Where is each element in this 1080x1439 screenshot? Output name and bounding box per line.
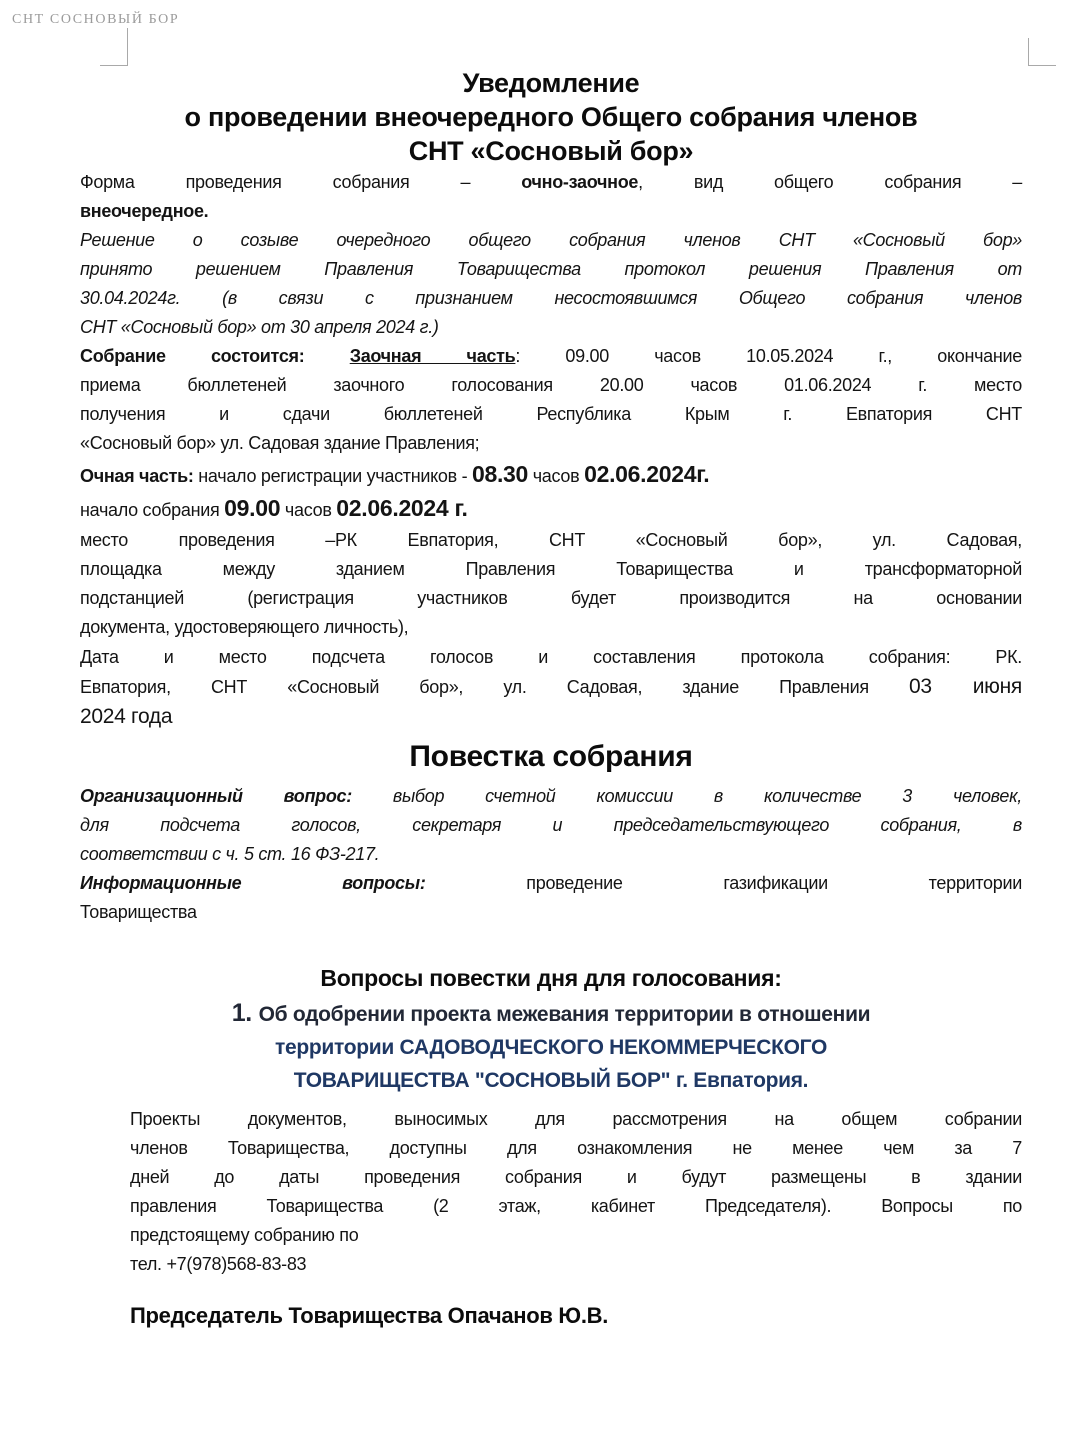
- text-line: [130, 1221, 1022, 1250]
- text-run: правления Товарищества (2 этаж, кабинет Председателя). Вопросы по: [130, 1196, 1022, 1216]
- text-run: площадка между зданием Правления Товарищества и трансформаторной: [80, 559, 1022, 579]
- paragraph-vote-count-date: [80, 642, 1022, 732]
- text-line: [80, 284, 1022, 313]
- text-run: начало регистрации участников -: [193, 466, 472, 486]
- chairman-signature: Председатель Товарищества Опачанов Ю.В.: [130, 1303, 609, 1328]
- document-content: [80, 66, 1022, 1331]
- text-line: [80, 555, 1022, 584]
- text-line: [80, 400, 1022, 429]
- text-run: Товарищества: [80, 902, 197, 922]
- text-run: принято решением Правления Товарищества протокол решения Правления от: [80, 259, 1022, 279]
- text-run: Организационный вопрос:: [80, 786, 352, 806]
- text-line: [80, 898, 1022, 927]
- text-run: получения и сдачи бюллетеней Республика Крым г. Евпатория СНТ: [80, 404, 1022, 424]
- text-run: , вид общего собрания –: [638, 172, 1022, 192]
- text-run: соответствии с ч. 5 ст. 16 ФЗ-217.: [80, 844, 380, 864]
- text-run: выбор счетной комиссии в количестве 3 человек,: [351, 786, 1022, 806]
- title-line-1: Уведомление: [462, 68, 640, 98]
- text-line: [80, 811, 1022, 840]
- title-line-2: о проведении внеочередного Общего собрания членов: [184, 102, 918, 132]
- text-line: [80, 342, 1022, 371]
- text-line: [80, 840, 1022, 869]
- text-run: 30.04.2024г. (в связи с признанием несостоявшимся Общего собрания членов: [80, 288, 1022, 308]
- paragraph-venue: [80, 526, 1022, 642]
- paragraph-meeting-form: [80, 168, 1022, 226]
- text-line: [80, 168, 1022, 197]
- text-line: [80, 458, 1022, 492]
- agenda-heading: Повестка собрания: [409, 740, 693, 773]
- text-run: Евпатория, СНТ «Сосновый бор», ул. Садовая, здание Правления: [80, 677, 909, 697]
- text-run: для подсчета голосов, секретаря и председательствующего собрания, в: [80, 815, 1022, 835]
- text-line: [80, 869, 1022, 898]
- text-line: [80, 371, 1022, 400]
- text-run: Заочная часть: [349, 346, 516, 366]
- paragraph-absentee-part: [80, 342, 1022, 458]
- text-run: очно-заочное: [521, 172, 639, 192]
- text-line: [80, 782, 1022, 811]
- text-run: документа, удостоверяющего личность),: [80, 617, 409, 637]
- text-run: Дата и место подсчета голосов и составления протокола собрания: РК.: [80, 647, 1022, 667]
- text-run: Информационные вопросы:: [80, 873, 426, 893]
- text-run: приема бюллетеней заочного голосования 20.00 часов 01.06.2024 г. место: [80, 375, 1022, 395]
- text-run: внеочередное.: [80, 201, 209, 221]
- text-line: [80, 672, 1022, 702]
- text-run: Очная часть:: [80, 466, 194, 486]
- text-line: [130, 1192, 1022, 1221]
- text-run: тел. +7(978)568-83-83: [130, 1254, 307, 1274]
- text-boundary-mark-left-icon: [100, 28, 128, 66]
- text-run: дней до даты проведения собрания и будут размещены в здании: [130, 1167, 1022, 1187]
- text-line: [80, 1031, 1022, 1064]
- text-line: [130, 1134, 1022, 1163]
- text-run: Об одобрении проекта межевания территории в отношении: [258, 1003, 871, 1026]
- text-run: 08.30: [471, 461, 529, 487]
- text-line: [80, 226, 1022, 255]
- text-run: Проекты документов, выносимых для рассмотрения на общем собрании: [130, 1109, 1022, 1129]
- text-line: [80, 997, 1022, 1031]
- text-line: [80, 313, 1022, 342]
- text-line: [130, 1250, 1022, 1279]
- text-line: [80, 526, 1022, 555]
- text-run: предстоящему собранию по: [130, 1225, 359, 1245]
- text-run: 02.06.2024 г.: [336, 495, 468, 521]
- paragraph-in-person-part: [80, 458, 1022, 526]
- header-watermark: СНТ СОСНОВЫЙ БОР: [12, 12, 180, 27]
- text-run: 09.00: [224, 495, 281, 521]
- text-run: 02.06.2024г.: [584, 461, 710, 487]
- voting-item-1: [80, 997, 1022, 1097]
- text-line: [80, 492, 1022, 526]
- text-run: ТОВАРИЩЕСТВА "СОСНОВЫЙ БОР" г. Евпатория.: [293, 1069, 809, 1092]
- text-run: СНТ «Сосновый бор» от 30 апреля 2024 г.): [80, 317, 439, 337]
- text-run: : 09.00 часов 10.05.2024 г., окончание: [515, 346, 1022, 366]
- text-line: [80, 1064, 1022, 1097]
- text-boundary-mark-right-icon: [1028, 38, 1056, 66]
- text-run: 03 июня: [908, 675, 1022, 698]
- text-line: [80, 197, 1022, 226]
- paragraph-informational-questions: [80, 869, 1022, 927]
- text-line: [80, 255, 1022, 284]
- text-line: [80, 584, 1022, 613]
- text-run: Форма проведения собрания –: [80, 172, 522, 192]
- text-run: территории САДОВОДЧЕСКОГО НЕКОММЕРЧЕСКОГО: [274, 1036, 828, 1059]
- text-run: 1.: [231, 999, 259, 1027]
- text-line: [80, 429, 1022, 458]
- text-line: [80, 642, 1022, 672]
- text-line: [80, 613, 1022, 642]
- text-run: Решение о созыве очередного общего собрания членов СНТ «Сосновый бор»: [80, 230, 1022, 250]
- paragraph-board-decision: [80, 226, 1022, 342]
- text-run: часов: [280, 500, 337, 520]
- text-run: Собрание состоится:: [80, 346, 350, 366]
- text-run: место проведения –РК Евпатория, СНТ «Сосновый бор», ул. Садовая,: [80, 530, 1022, 550]
- text-line: [130, 1105, 1022, 1134]
- paragraph-document-access: [130, 1105, 1022, 1279]
- text-run: членов Товарищества, доступны для ознакомления не менее чем за 7: [130, 1138, 1022, 1158]
- text-run: начало собрания: [80, 500, 225, 520]
- paragraph-organizational-question: [80, 782, 1022, 869]
- text-run: «Сосновый бор» ул. Садовая здание Правления;: [80, 433, 480, 453]
- text-run: часов: [528, 466, 585, 486]
- voting-items-heading: Вопросы повестки дня для голосования:: [320, 965, 782, 991]
- text-run: подстанцией (регистрация участников будет производится на основании: [80, 588, 1022, 608]
- text-run: 2024 года: [80, 705, 173, 728]
- document-title: [80, 66, 1022, 168]
- text-line: [80, 702, 1022, 732]
- title-line-3: СНТ «Сосновый бор»: [408, 136, 694, 166]
- text-line: [130, 1163, 1022, 1192]
- text-run: проведение газификации территории: [425, 873, 1022, 893]
